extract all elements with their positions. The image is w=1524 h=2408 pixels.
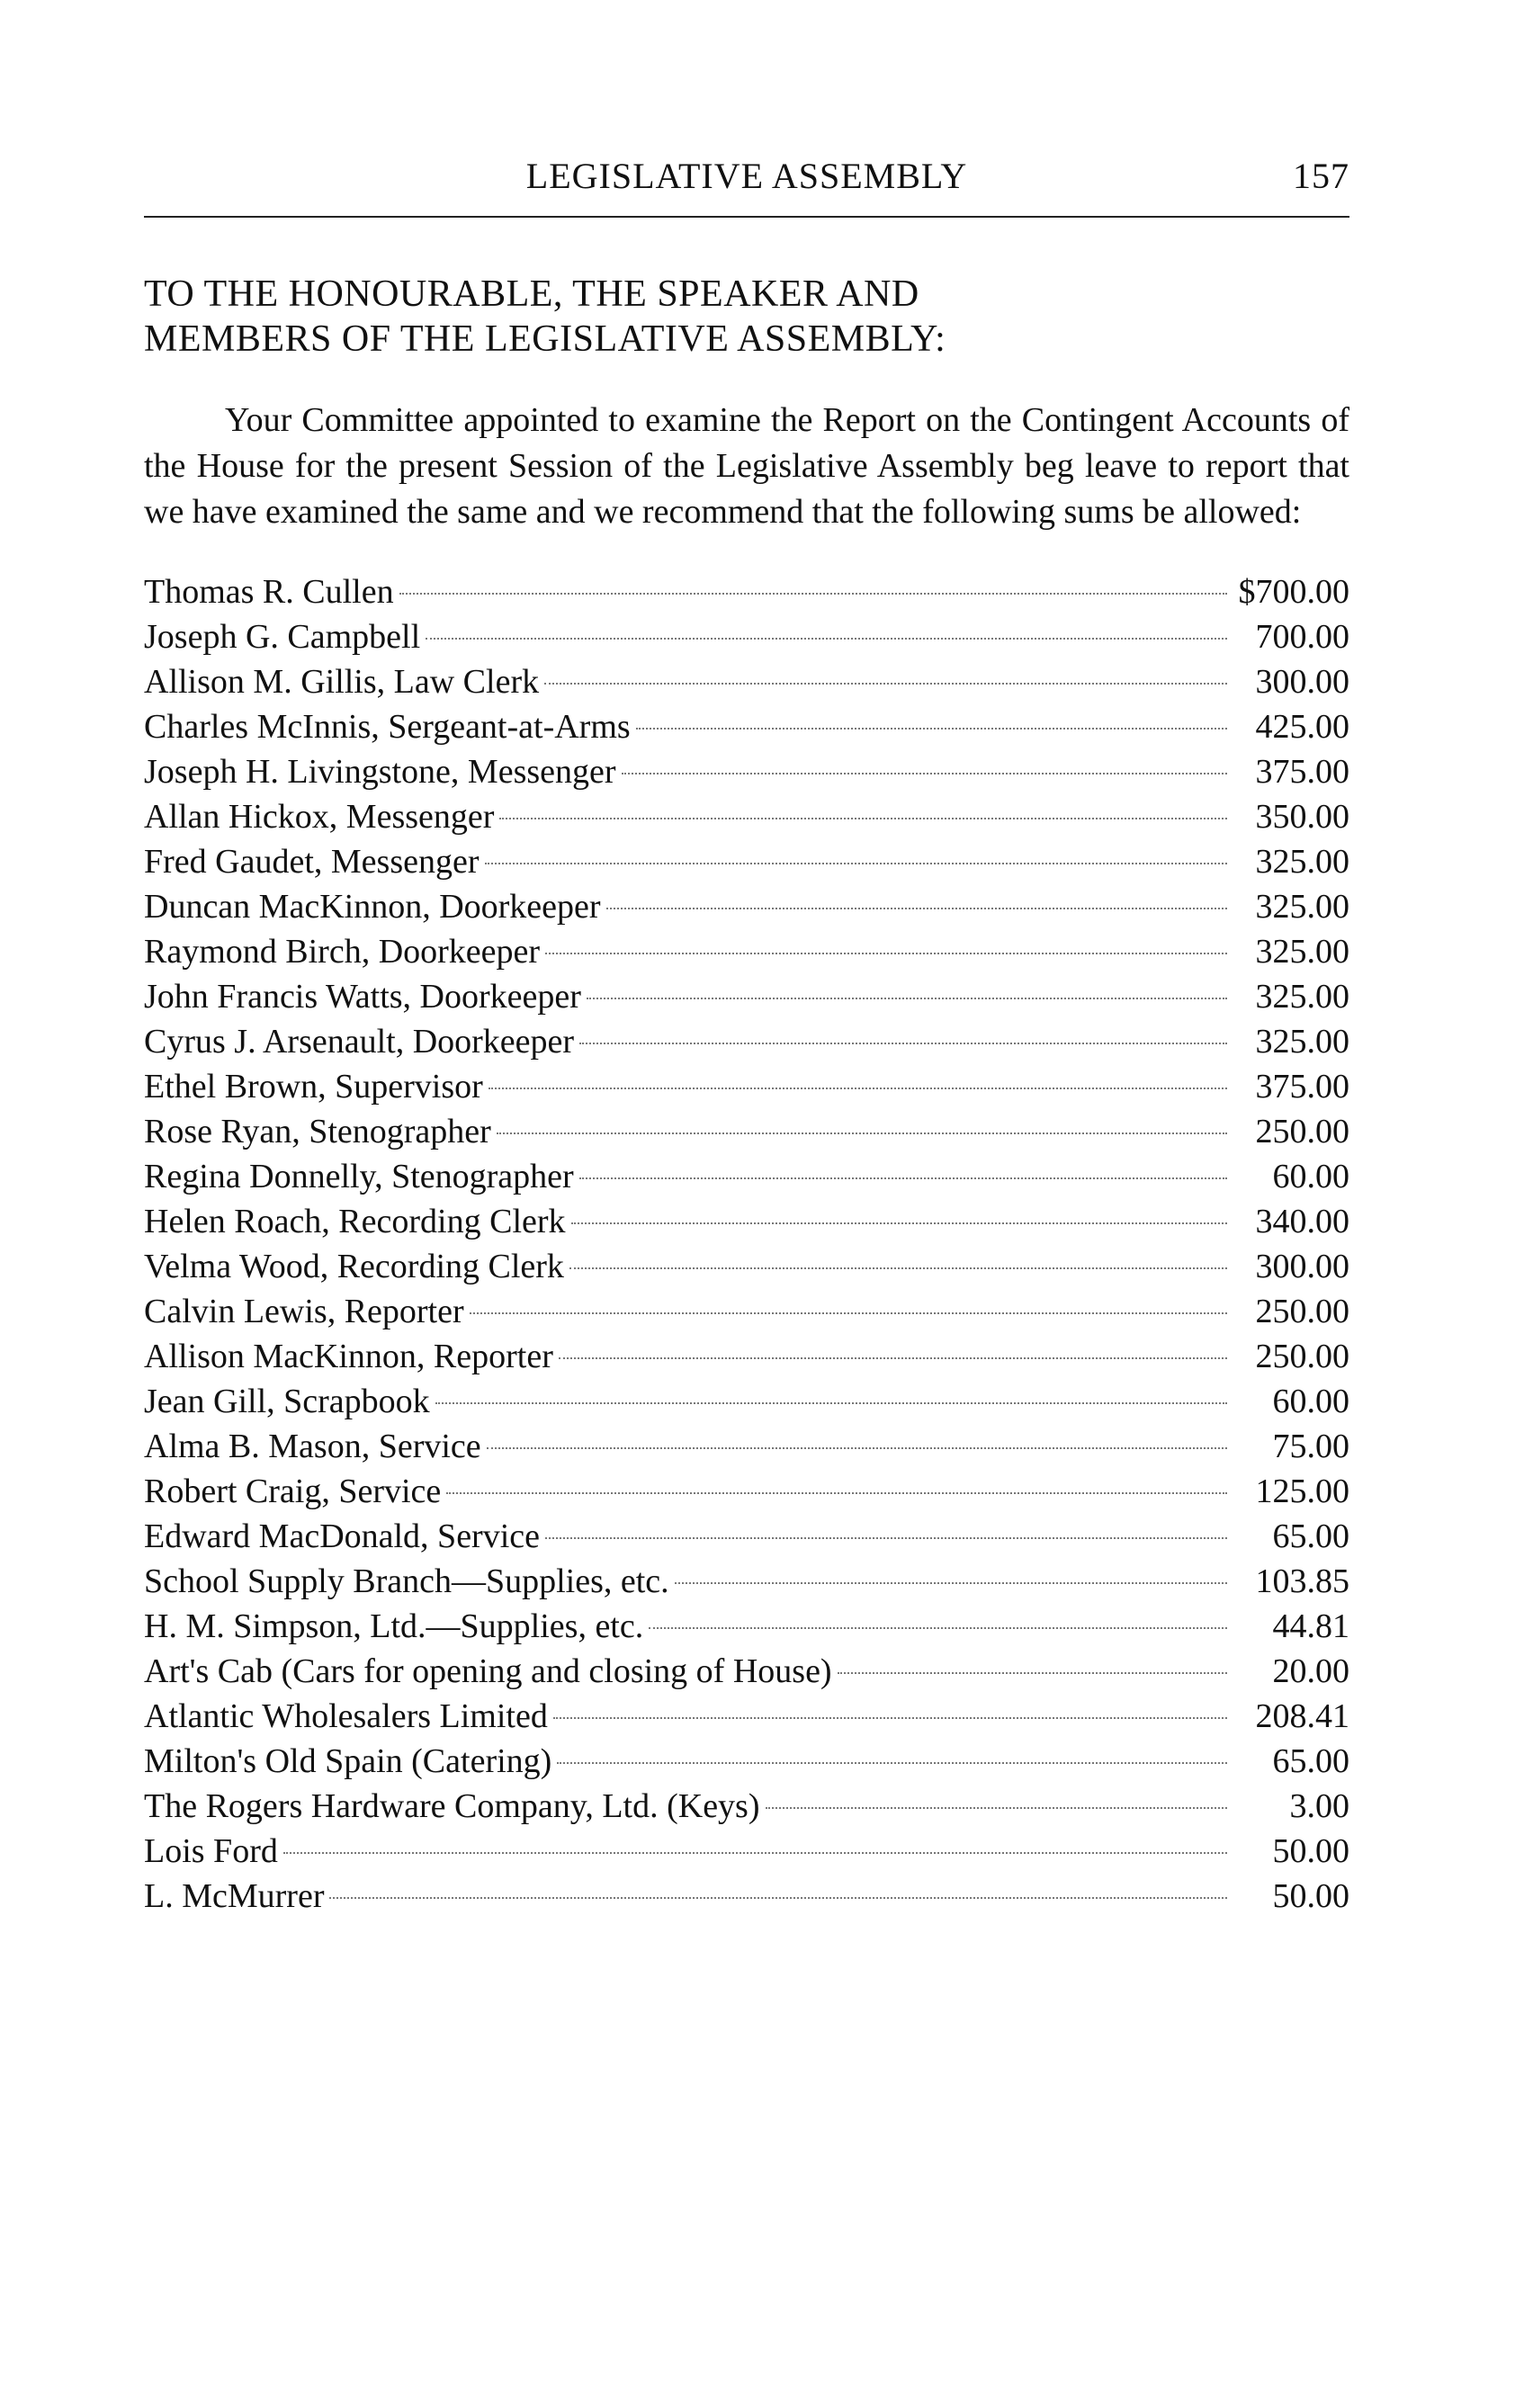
payee-name: Raymond Birch, Doorkeeper <box>144 933 541 971</box>
list-item <box>144 569 1349 614</box>
dot-leader <box>399 593 1227 595</box>
payee-name: H. M. Simpson, Ltd.—Supplies, etc. <box>144 1607 644 1645</box>
list-item <box>144 1739 1349 1784</box>
payment-amount: 375.00 <box>1255 753 1349 791</box>
payee-name: Cyrus J. Arsenault, Doorkeeper <box>144 1023 575 1061</box>
dot-leader <box>487 1447 1227 1449</box>
payee-name: Joseph H. Livingstone, Messenger <box>144 753 616 791</box>
dot-leader <box>649 1627 1227 1629</box>
list-item <box>144 1514 1349 1559</box>
dot-leader <box>587 998 1227 999</box>
payment-amount: 325.00 <box>1255 1023 1349 1061</box>
dot-leader <box>622 773 1227 774</box>
dot-leader <box>499 818 1227 819</box>
list-item <box>144 1559 1349 1604</box>
dot-leader <box>559 1357 1227 1359</box>
dot-leader <box>497 1132 1227 1134</box>
list-item <box>144 1064 1349 1109</box>
list-item <box>144 1604 1349 1649</box>
payment-amount: 425.00 <box>1255 708 1349 746</box>
list-item <box>144 794 1349 839</box>
dot-leader <box>485 863 1227 864</box>
list-item <box>144 1334 1349 1379</box>
address-heading <box>144 272 1349 362</box>
list-item <box>144 1109 1349 1154</box>
payee-name: Thomas R. Cullen <box>144 573 394 611</box>
list-item <box>144 1244 1349 1289</box>
payment-amount: 325.00 <box>1255 888 1349 926</box>
payee-name: Lois Ford <box>144 1832 278 1870</box>
payee-name: Joseph G. Campbell <box>144 618 421 656</box>
payment-amount: 300.00 <box>1255 1248 1349 1285</box>
payment-amount: 250.00 <box>1255 1113 1349 1150</box>
payee-name: Allan Hickox, Messenger <box>144 798 495 836</box>
payee-name: Jean Gill, Scrapbook <box>144 1383 430 1420</box>
payment-amount: 700.00 <box>1255 618 1349 656</box>
list-item <box>144 704 1349 749</box>
list-item <box>144 1199 1349 1244</box>
payment-amount: 125.00 <box>1255 1473 1349 1510</box>
payment-amount: 375.00 <box>1255 1068 1349 1106</box>
payee-name: Allison M. Gillis, Law Clerk <box>144 663 540 701</box>
payment-amount: 44.81 <box>1272 1607 1349 1645</box>
list-item <box>144 1469 1349 1514</box>
page-number: 157 <box>1293 156 1349 196</box>
payee-name: Art's Cab (Cars for opening and closing of House) <box>144 1652 832 1690</box>
payee-name: Charles McInnis, Sergeant-at-Arms <box>144 708 631 746</box>
payment-amount: 325.00 <box>1255 933 1349 971</box>
list-item <box>144 1694 1349 1739</box>
dot-leader <box>553 1717 1227 1719</box>
payment-amount: 350.00 <box>1255 798 1349 836</box>
payee-name: Robert Craig, Service <box>144 1473 442 1510</box>
dot-leader <box>557 1762 1227 1764</box>
list-item <box>144 1379 1349 1424</box>
payee-name: The Rogers Hardware Company, Ltd. (Keys) <box>144 1787 760 1825</box>
list-item <box>144 1289 1349 1334</box>
list-item <box>144 1784 1349 1829</box>
dot-leader <box>838 1672 1227 1674</box>
payment-amount: 103.85 <box>1255 1562 1349 1600</box>
payment-amount: 50.00 <box>1272 1832 1349 1870</box>
header-rule <box>144 216 1349 218</box>
list-item <box>144 1154 1349 1199</box>
payee-name: Milton's Old Spain (Catering) <box>144 1742 552 1780</box>
payee-name: Duncan MacKinnon, Doorkeeper <box>144 888 601 926</box>
list-item <box>144 929 1349 974</box>
payment-amount: 340.00 <box>1255 1203 1349 1240</box>
payee-name: Helen Roach, Recording Clerk <box>144 1203 566 1240</box>
list-item <box>144 1874 1349 1919</box>
payment-amount: 250.00 <box>1255 1293 1349 1330</box>
dot-leader <box>545 953 1227 954</box>
payment-amount: $700.00 <box>1238 573 1349 611</box>
address-line-1: TO THE HONOURABLE, THE SPEAKER AND <box>144 273 919 315</box>
payment-amount: 60.00 <box>1272 1158 1349 1195</box>
payment-amount: 65.00 <box>1272 1517 1349 1555</box>
dot-leader <box>579 1043 1227 1044</box>
committee-report-paragraph: Your Committee appointed to examine the Report on the Contingent Accounts of the House for the present Session of the Legislative Assembly beg leave to report that we have examined the same and we recommend that the following sums be allowed: <box>144 401 1349 531</box>
payment-amount: 300.00 <box>1255 663 1349 701</box>
dot-leader <box>426 638 1227 640</box>
payee-name: Edward MacDonald, Service <box>144 1517 541 1555</box>
list-item <box>144 1649 1349 1694</box>
payment-amount: 3.00 <box>1289 1787 1349 1825</box>
list-item <box>144 1829 1349 1874</box>
dot-leader <box>569 1267 1227 1269</box>
dot-leader <box>675 1582 1227 1584</box>
list-item <box>144 1424 1349 1469</box>
payment-amount: 75.00 <box>1272 1428 1349 1465</box>
dot-leader <box>470 1312 1227 1314</box>
payee-name: Rose Ryan, Stenographer <box>144 1113 491 1150</box>
payee-name: Atlantic Wholesalers Limited <box>144 1697 548 1735</box>
payee-name: Ethel Brown, Supervisor <box>144 1068 483 1106</box>
payee-name: School Supply Branch—Supplies, etc. <box>144 1562 669 1600</box>
payee-name: Allison MacKinnon, Reporter <box>144 1338 553 1375</box>
payment-amount: 50.00 <box>1272 1877 1349 1915</box>
dot-leader <box>766 1807 1227 1809</box>
address-line-2: MEMBERS OF THE LEGISLATIVE ASSEMBLY: <box>144 318 946 360</box>
payment-amount: 60.00 <box>1272 1383 1349 1420</box>
running-header <box>144 135 1349 198</box>
dot-leader <box>571 1222 1227 1224</box>
payee-name: Regina Donnelly, Stenographer <box>144 1158 574 1195</box>
payee-name: Calvin Lewis, Reporter <box>144 1293 464 1330</box>
payee-name: Fred Gaudet, Messenger <box>144 843 480 881</box>
payment-amount: 325.00 <box>1255 843 1349 881</box>
payee-name: John Francis Watts, Doorkeeper <box>144 978 581 1016</box>
accounts-list <box>144 569 1349 1919</box>
dot-leader <box>283 1852 1227 1854</box>
list-item <box>144 659 1349 704</box>
dot-leader <box>606 908 1227 909</box>
running-title: LEGISLATIVE ASSEMBLY <box>525 156 968 196</box>
document-page <box>144 135 1349 1919</box>
dot-leader <box>489 1088 1227 1089</box>
dot-leader <box>435 1402 1227 1404</box>
dot-leader <box>446 1492 1227 1494</box>
list-item <box>144 839 1349 884</box>
list-item <box>144 614 1349 659</box>
list-item <box>144 974 1349 1019</box>
dot-leader <box>636 728 1227 730</box>
payment-amount: 250.00 <box>1255 1338 1349 1375</box>
list-item <box>144 884 1349 929</box>
list-item <box>144 1019 1349 1064</box>
payee-name: L. McMurrer <box>144 1877 325 1915</box>
dot-leader <box>329 1897 1227 1899</box>
payment-amount: 325.00 <box>1255 978 1349 1016</box>
dot-leader <box>579 1177 1227 1179</box>
payment-amount: 65.00 <box>1272 1742 1349 1780</box>
payee-name: Alma B. Mason, Service <box>144 1428 481 1465</box>
dot-leader <box>544 683 1227 685</box>
payment-amount: 208.41 <box>1255 1697 1349 1735</box>
list-item <box>144 749 1349 794</box>
payment-amount: 20.00 <box>1272 1652 1349 1690</box>
payee-name: Velma Wood, Recording Clerk <box>144 1248 564 1285</box>
dot-leader <box>545 1537 1227 1539</box>
